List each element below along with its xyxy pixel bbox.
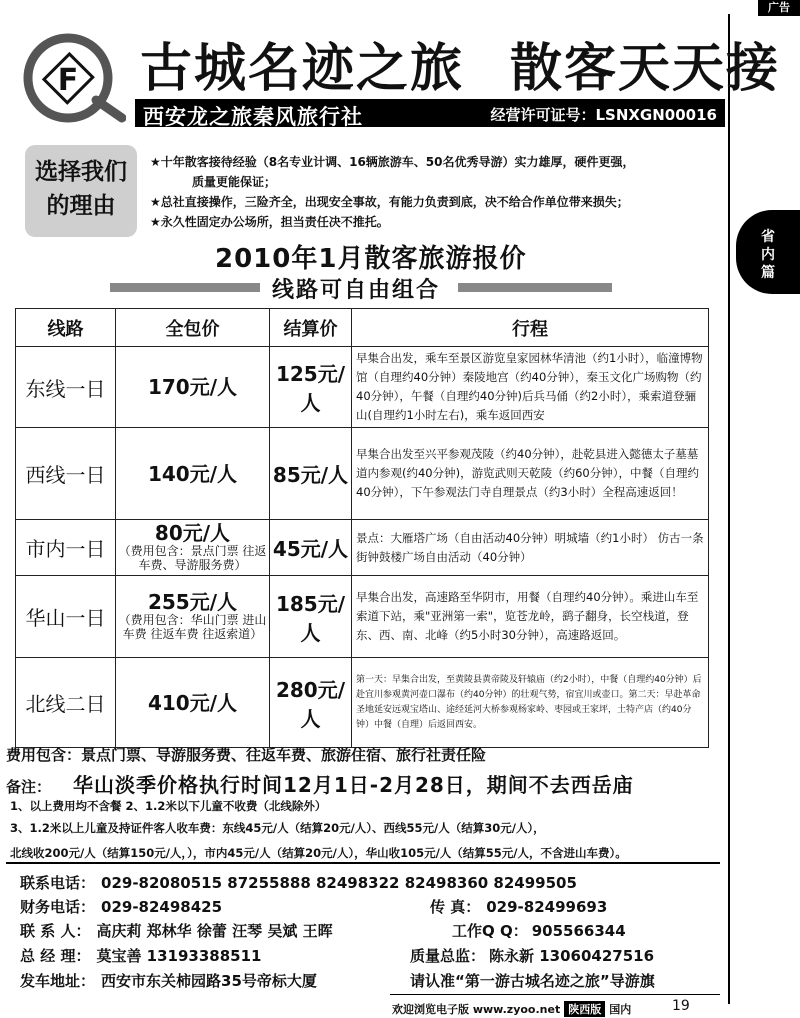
itinerary: 第一天：早集合出发，至黄陵县黄帝陵及轩辕庙（约2小时），中餐（自理约40分钟）后赴宜川参观黄河壶口瀑布（约40分钟）的壮观气势，宿宜川或壶口。第二天：早赴革命圣地延安远观宝塔山、途经延河大桥参观杨家岭、枣园或王家坪，土特产店（约40分钟）中餐（自理）后返回西安。 [352,658,709,748]
divider-bar-right [458,283,612,292]
fee-include: 费用包含：景点门票、导游服务费、往返车费、旅游住宿、旅行社责任险 [6,746,487,764]
price-title: 2010年1月散客旅游报价 [215,244,527,274]
reason-box [25,145,137,237]
price-value: 140元/人 [147,461,238,486]
contact-value: 905566344 [531,922,626,940]
note-line: 1、以上费用均不含餐 2、1.2米以下儿童不收费（北线除外） [10,799,327,813]
side-tab-province [736,210,800,294]
subtitle: 线路可自由组合 [272,278,441,303]
reason-item: ★永久性固定办公场所，担当责任决不推托。 [150,215,389,229]
header-itinerary: 行程 [352,309,709,347]
headline-left: 古城名迹之旅 [140,39,465,99]
note-line: 北线收200元/人（结算150元/人，），市内45元/人（结算20元/人），华山收105元/人（结算55元/人，不含进山车费）。 [10,846,627,860]
side-tab-char: 内 [761,247,775,263]
settle-price: 280元/人 [270,658,352,748]
page-number: 19 [672,998,690,1014]
contact-label: 总 经 理： [20,947,91,965]
table-row [16,576,709,658]
route-name: 华山一日 [16,576,116,658]
price-value: 410元/人 [147,690,238,715]
package-price [116,576,270,658]
itinerary: 早集合出发，高速路至华阴市，用餐（自理约40分钟）。乘进山车至索道下站，乘"亚洲第一索"，览苍龙岭，鹞子翻身，长空栈道，登东、西、南、北峰（约5小时30分钟），高速路返回。 [352,576,709,658]
contact-value: 029-82498425 [101,898,223,916]
reason-box-line: 选择我们 [35,159,127,185]
contact-label: 联 系 人： [20,922,91,940]
side-tab-char: 省 [761,229,775,245]
price-value: 170元/人 [147,375,238,399]
remark-label: 备注： [6,778,52,796]
route-name: 东线一日 [16,347,116,428]
footer-edition: 陕西版 [564,1001,605,1017]
table-row [16,658,709,748]
itinerary: 早集合出发，乘车至景区游览皇家园林华清池（约1小时），临潼博物馆（自理约40分钟）秦陵地宫（约40分钟），秦玉文化广场购物（约40分钟），午餐（自理约40分钟)后兵马俑（约2小时），乘索道登骊山(自理约1小时左右)，乘车返回西安 [352,347,709,428]
agency-bar [135,99,725,127]
agency-logo [18,30,126,125]
contact-value: 陈永新 13060427516 [489,947,655,965]
footer-section: 国内 [609,1003,632,1016]
contact-fax [430,896,607,917]
headline-right: 散客天天接 [510,39,781,99]
package-price [116,428,270,520]
price-note: （费用包含：华山门票 进山车费 往返车费 往返索道） [118,613,267,641]
contact-value: 029-82080515 87255888 82498322 82498360 82499505 [101,874,577,892]
table-row [16,520,709,576]
reason-item: 质量更能保证； [192,175,277,189]
route-name: 西线一日 [16,428,116,520]
divider-bar-left [110,283,260,292]
table-row [16,347,709,428]
contact-label: 工作Q Q： [452,922,528,940]
divider-line [6,862,720,864]
package-price [116,520,270,576]
ad-tag: 广告 [758,0,800,16]
contact-value: 高庆莉 郑林华 徐蕾 汪琴 吴斌 王晖 [96,922,333,940]
price-value: 80元/人 [154,521,231,545]
page-edge-line [728,14,730,1004]
settle-price: 85元/人 [270,428,352,520]
table-header-row [16,309,709,347]
settle-price: 45元/人 [270,520,352,576]
contact-label: 传 真： [430,898,481,916]
package-price [116,347,270,428]
header-price: 全包价 [116,309,270,347]
reason-item: ★总社直接操作，三险齐全，出现安全事故，有能力负责到底，决不给合作单位带来损失； [150,195,629,209]
price-value: 255元/人 [147,590,238,614]
contact-value: 莫宝善 13193388511 [96,947,262,965]
tour-price-table [15,308,709,748]
contact-label: 联系电话： [20,874,96,892]
note-line: 3、1.2米以上儿童及持证件客人收车费：东线45元/人（结算20元/人）、西线55元/人（结算30元/人）， [10,821,545,835]
footer-line [390,994,720,995]
remark [6,769,634,798]
contact-value: 029-82499693 [486,898,608,916]
contact-phone [20,872,577,893]
contact-value: 西安市东关柿园路35号帝标大厦 [101,972,317,990]
contact-quality [410,945,654,966]
reason-item: ★十年散客接待经验（8名专业计调、16辆旅游车、50名优秀导游）实力雄厚，硬件更强， [150,155,635,169]
contact-label: 财务电话： [20,898,96,916]
header-route: 线路 [16,309,116,347]
side-tab-char: 篇 [761,265,775,281]
contact-qq [452,920,626,941]
contact-person [20,920,333,941]
headline [140,26,781,99]
contact-finance [20,896,222,917]
contact-manager [20,945,261,966]
settle-price: 185元/人 [270,576,352,658]
itinerary: 景点：大雁塔广场（自由活动40分钟）明城墙（约1小时） 仿古一条街钟鼓楼广场自由活动（40分钟） [352,520,709,576]
package-price [116,658,270,748]
remark-text: 华山淡季价格执行时间12月1日-2月28日，期间不去西岳庙 [73,773,634,797]
table-row [16,428,709,520]
contact-label: 发车地址： [20,972,96,990]
contact-label: 质量总监： [410,947,486,965]
svg-text:F: F [57,63,79,98]
itinerary: 早集合出发至兴平参观茂陵（约40分钟），赴乾县进入懿德太子墓墓道内参观(约40分钟)，游览武则天乾陵（约60分钟），中餐（自理约40分钟），下午参观法门寺自理景点（约3小时）全程高速返回！ [352,428,709,520]
route-name: 北线二日 [16,658,116,748]
settle-price: 125元/人 [270,347,352,428]
brand-slogan: 请认准“第一游古城名迹之旅”导游旗 [410,972,655,990]
footer [392,1001,631,1017]
price-note: （费用包含：景点门票 往返车费、导游服务费） [118,544,267,572]
license-number: 经营许可证号：LSNXGN00016 [490,106,717,124]
reasons-list [150,152,720,232]
header-settle: 结算价 [270,309,352,347]
agency-name: 西安龙之旅秦风旅行社 [143,105,363,129]
reason-box-line: 的理由 [46,193,116,219]
route-name: 市内一日 [16,520,116,576]
footer-browse: 欢迎浏览电子版 www.zyoo.net [392,1003,561,1016]
contact-departure [20,970,317,991]
